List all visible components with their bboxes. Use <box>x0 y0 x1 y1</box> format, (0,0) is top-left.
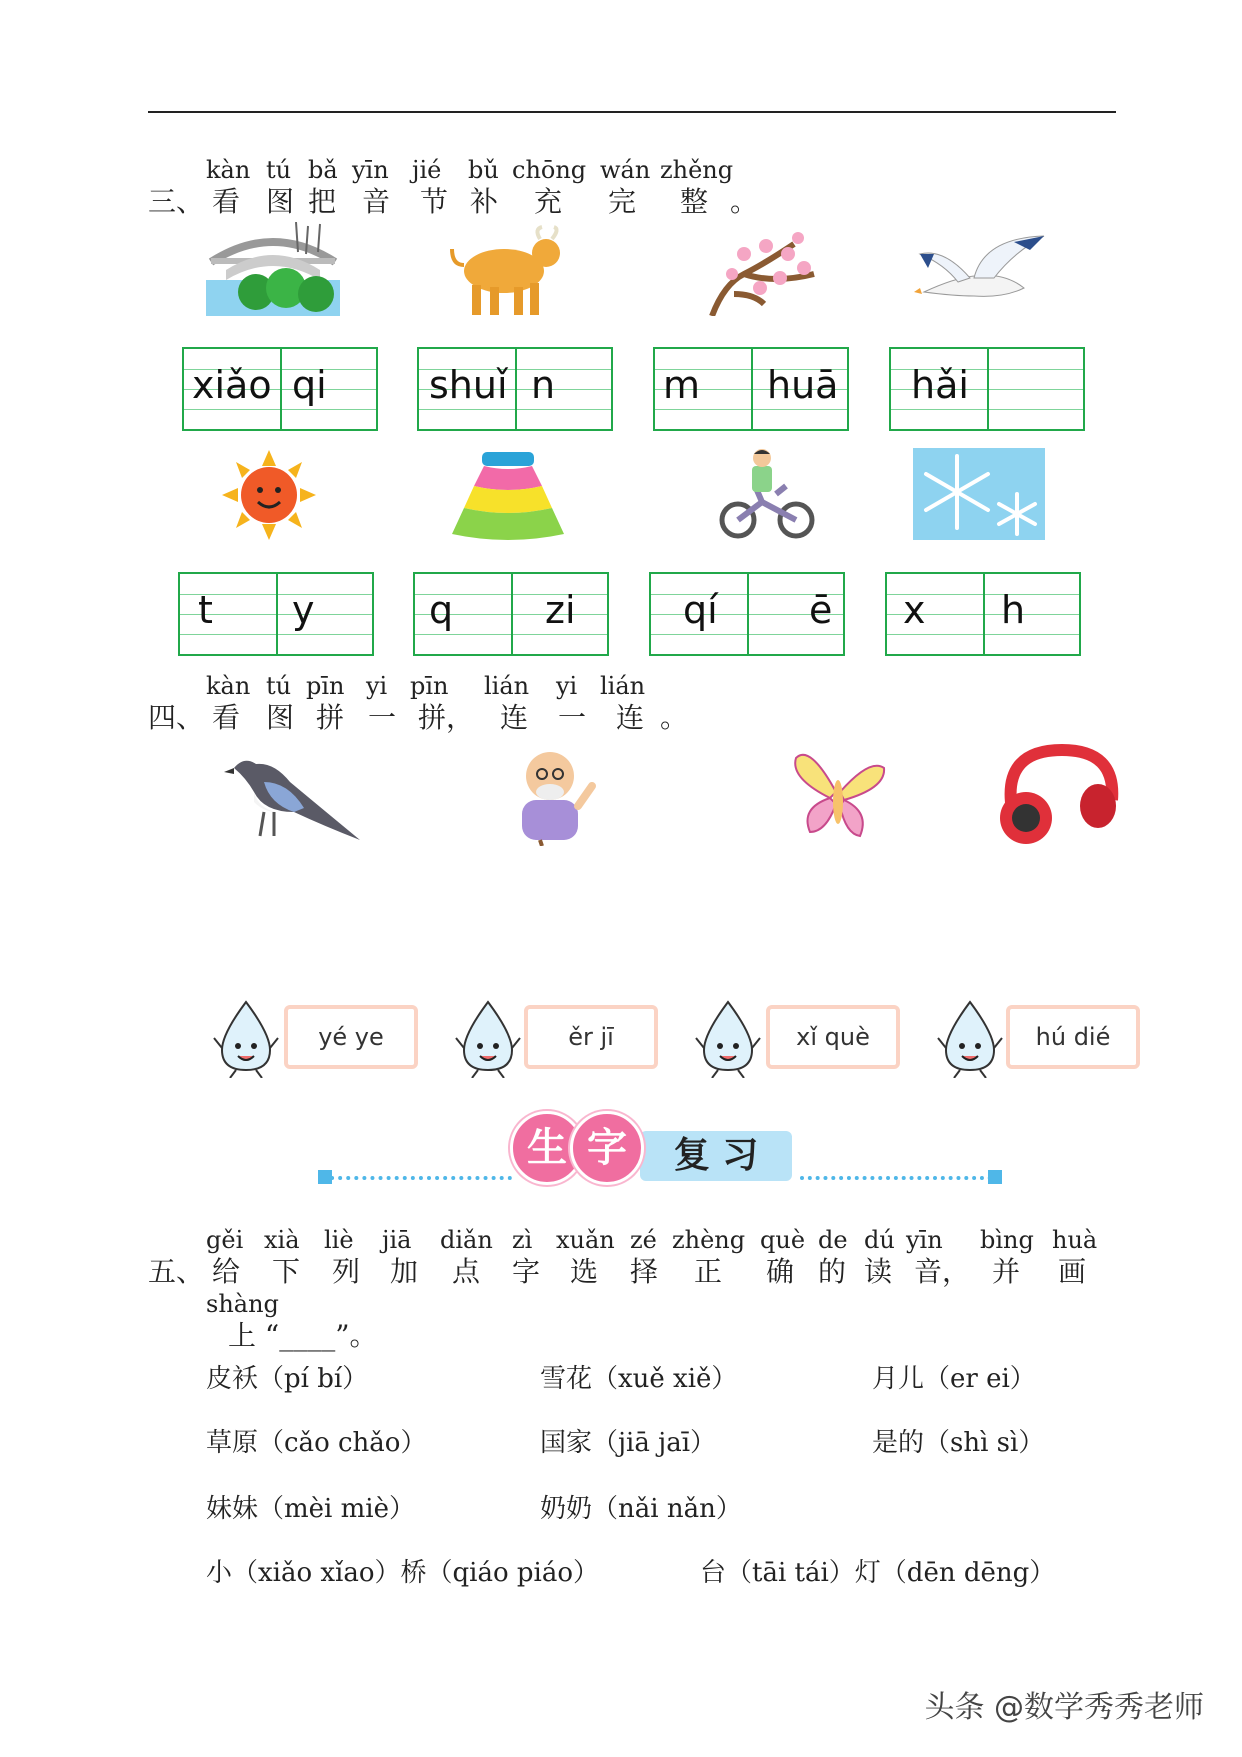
pinyin: xuǎn <box>556 1226 615 1254</box>
choice-item[interactable]: 雪花（xuě xiě） <box>540 1364 738 1394</box>
banner-dotted-line-left <box>322 1176 512 1180</box>
hanzi: 充 <box>534 185 563 218</box>
hanzi: 一 <box>558 701 587 734</box>
magpie-picture <box>224 752 364 846</box>
water-drop-icon <box>212 998 280 1078</box>
pinyin: diǎn <box>440 1226 493 1254</box>
punct: 。 <box>660 701 689 734</box>
hanzi: 选 <box>570 1255 599 1288</box>
hanzi: 加 <box>390 1255 419 1288</box>
headphones-picture <box>992 744 1120 848</box>
pinyin-syllable: y <box>292 588 315 632</box>
grandpa-picture <box>512 746 602 846</box>
pinyin-syllable: t <box>198 588 213 632</box>
q4-title <box>0 696 1242 732</box>
pinyin: tú <box>266 672 292 700</box>
pinyin: pīn <box>410 672 449 700</box>
pinyin: jié <box>412 156 442 184</box>
hanzi: 图 <box>266 185 295 218</box>
plum-blossom-picture <box>704 224 824 316</box>
question-number: 五、 <box>148 1255 205 1288</box>
hanzi: 字 <box>512 1255 541 1288</box>
hanzi: 整 <box>680 185 709 218</box>
pinyin-syllable: huā <box>767 363 839 407</box>
hanzi: 补 <box>470 185 499 218</box>
pinyin: kàn <box>206 672 251 700</box>
q5-title <box>0 1250 1242 1286</box>
bridge-picture <box>206 222 340 316</box>
hanzi: 并 <box>992 1255 1021 1288</box>
pinyin: gěi <box>206 1226 244 1254</box>
answer-pinyin-box[interactable]: xǐ què <box>766 1005 900 1069</box>
pinyin-grid-box[interactable] <box>885 572 1081 656</box>
pinyin: yi <box>556 672 578 700</box>
hanzi: 连 <box>616 701 645 734</box>
pinyin-syllable: ē <box>809 588 833 632</box>
choice-item[interactable]: 妹妹（mèi miè） <box>206 1494 415 1524</box>
hanzi: 节 <box>420 185 449 218</box>
hanzi: 择 <box>630 1255 659 1288</box>
hanzi: 看 <box>212 185 241 218</box>
choice-item[interactable]: 月儿（er ei） <box>872 1364 1036 1394</box>
pinyin-grid-box[interactable] <box>649 572 845 656</box>
pinyin-syllable: qí <box>683 588 718 632</box>
pinyin: zhěng <box>660 156 734 184</box>
q5-title-line-2: 上 “____”。 <box>228 1319 378 1352</box>
hanzi: 图 <box>266 701 295 734</box>
pinyin: dú <box>864 1226 895 1254</box>
banner-end-square <box>318 1170 332 1184</box>
pinyin: liè <box>324 1226 354 1254</box>
pinyin: bìng <box>980 1226 1034 1254</box>
answer-pinyin-box[interactable]: ěr jī <box>524 1005 658 1069</box>
water-drop-icon <box>454 998 522 1078</box>
pinyin-grid-box[interactable] <box>178 572 374 656</box>
pinyin-grid-box[interactable] <box>653 347 849 431</box>
question-number: 四、 <box>148 701 205 734</box>
pinyin-syllable: x <box>903 588 926 632</box>
pinyin: xià <box>264 1226 300 1254</box>
answer-pinyin-box[interactable]: hú dié <box>1006 1005 1140 1069</box>
pinyin: zhèng <box>672 1226 746 1254</box>
banner-char-circle: 字 <box>570 1111 644 1185</box>
pinyin-syllable: shuǐ <box>429 363 508 407</box>
snowflake-picture <box>913 448 1045 540</box>
choice-item[interactable]: 台（tāi tái）灯（dēn dēng） <box>700 1558 1056 1588</box>
pinyin: yīn <box>906 1226 943 1254</box>
choice-item[interactable]: 草原（cǎo chǎo） <box>206 1428 427 1458</box>
hanzi: 看 <box>212 701 241 734</box>
pinyin: tú <box>266 156 292 184</box>
hanzi: 点 <box>452 1255 481 1288</box>
water-drop-icon <box>936 998 1004 1078</box>
choice-item[interactable]: 是的（shì sì） <box>872 1428 1045 1458</box>
butterfly-picture <box>790 748 886 844</box>
skirt-picture <box>450 452 566 540</box>
water-drop-icon <box>694 998 762 1078</box>
question-number: 三、 <box>148 185 205 218</box>
pinyin: jiā <box>382 1226 412 1254</box>
pinyin: bǎ <box>308 156 338 184</box>
pinyin-syllable: xiǎo <box>192 363 272 407</box>
pinyin-syllable: n <box>531 363 556 407</box>
pinyin: bǔ <box>468 156 499 184</box>
hanzi: 一 <box>368 701 397 734</box>
hanzi: 读 <box>864 1255 893 1288</box>
hanzi: 连 <box>500 701 529 734</box>
pinyin-syllable: h <box>1001 588 1026 632</box>
choice-item[interactable]: 皮袄（pí bí） <box>206 1364 369 1394</box>
pinyin: lián <box>484 672 530 700</box>
hanzi: 拼， <box>418 701 475 734</box>
review-banner <box>322 1105 1002 1185</box>
pinyin-syllable: hǎi <box>911 363 969 407</box>
pinyin: lián <box>600 672 646 700</box>
pinyin: pīn <box>306 672 345 700</box>
choice-item[interactable]: 奶奶（nǎi nǎn） <box>540 1494 742 1524</box>
pinyin-grid-box[interactable] <box>889 347 1085 431</box>
hanzi: 下 <box>272 1255 301 1288</box>
watermark-footer: 头条 @数学秀秀老师 <box>924 1690 1204 1725</box>
pinyin: zé <box>630 1226 657 1254</box>
pinyin: yi <box>366 672 388 700</box>
pinyin-grid-box[interactable] <box>182 347 378 431</box>
hanzi: 画 <box>1058 1255 1087 1288</box>
answer-pinyin-box[interactable]: yé ye <box>284 1005 418 1069</box>
hanzi: 给 <box>212 1255 241 1288</box>
pinyin: de <box>818 1226 848 1254</box>
hanzi: 音 <box>362 185 391 218</box>
pinyin-grid-box[interactable] <box>413 572 609 656</box>
hanzi: 把 <box>308 185 337 218</box>
choice-item[interactable]: 国家（jiā jaī） <box>540 1428 717 1458</box>
pinyin-syllable: m <box>663 363 701 407</box>
banner-end-square <box>988 1170 1002 1184</box>
banner-dotted-line-right <box>800 1176 992 1180</box>
snowflake-icon <box>913 448 1045 540</box>
hanzi: 正 <box>694 1255 723 1288</box>
pinyin-syllable: q <box>429 588 454 632</box>
pinyin: wán <box>600 156 651 184</box>
hanzi: 的 <box>818 1255 847 1288</box>
hanzi: 列 <box>332 1255 361 1288</box>
hanzi: 确 <box>766 1255 795 1288</box>
pinyin: kàn <box>206 156 251 184</box>
pinyin-grid-box[interactable] <box>417 347 613 431</box>
bicycle-picture <box>716 446 816 542</box>
pinyin: zì <box>512 1226 533 1254</box>
q3-title <box>0 180 1242 216</box>
choice-item[interactable]: 小（xiǎo xǐao）桥（qiáo piáo） <box>206 1558 600 1588</box>
hanzi: 完 <box>608 185 637 218</box>
pinyin: què <box>760 1226 806 1254</box>
top-rule <box>148 111 1116 113</box>
pinyin: huà <box>1052 1226 1098 1254</box>
q5-pinyin-row-2: shàng <box>206 1290 279 1318</box>
banner-text: 复 习 <box>640 1131 792 1181</box>
seagull-picture <box>914 228 1048 310</box>
ox-picture <box>446 225 572 319</box>
hanzi: 拼 <box>316 701 345 734</box>
banner-char-circle: 生 <box>510 1111 584 1185</box>
punct: 。 <box>730 185 759 218</box>
pinyin: chōng <box>512 156 587 184</box>
pinyin-syllable: zi <box>545 588 576 632</box>
hanzi: 音， <box>914 1255 971 1288</box>
sun-picture <box>222 450 316 540</box>
pinyin: yīn <box>352 156 389 184</box>
pinyin-syllable: qi <box>292 363 327 407</box>
